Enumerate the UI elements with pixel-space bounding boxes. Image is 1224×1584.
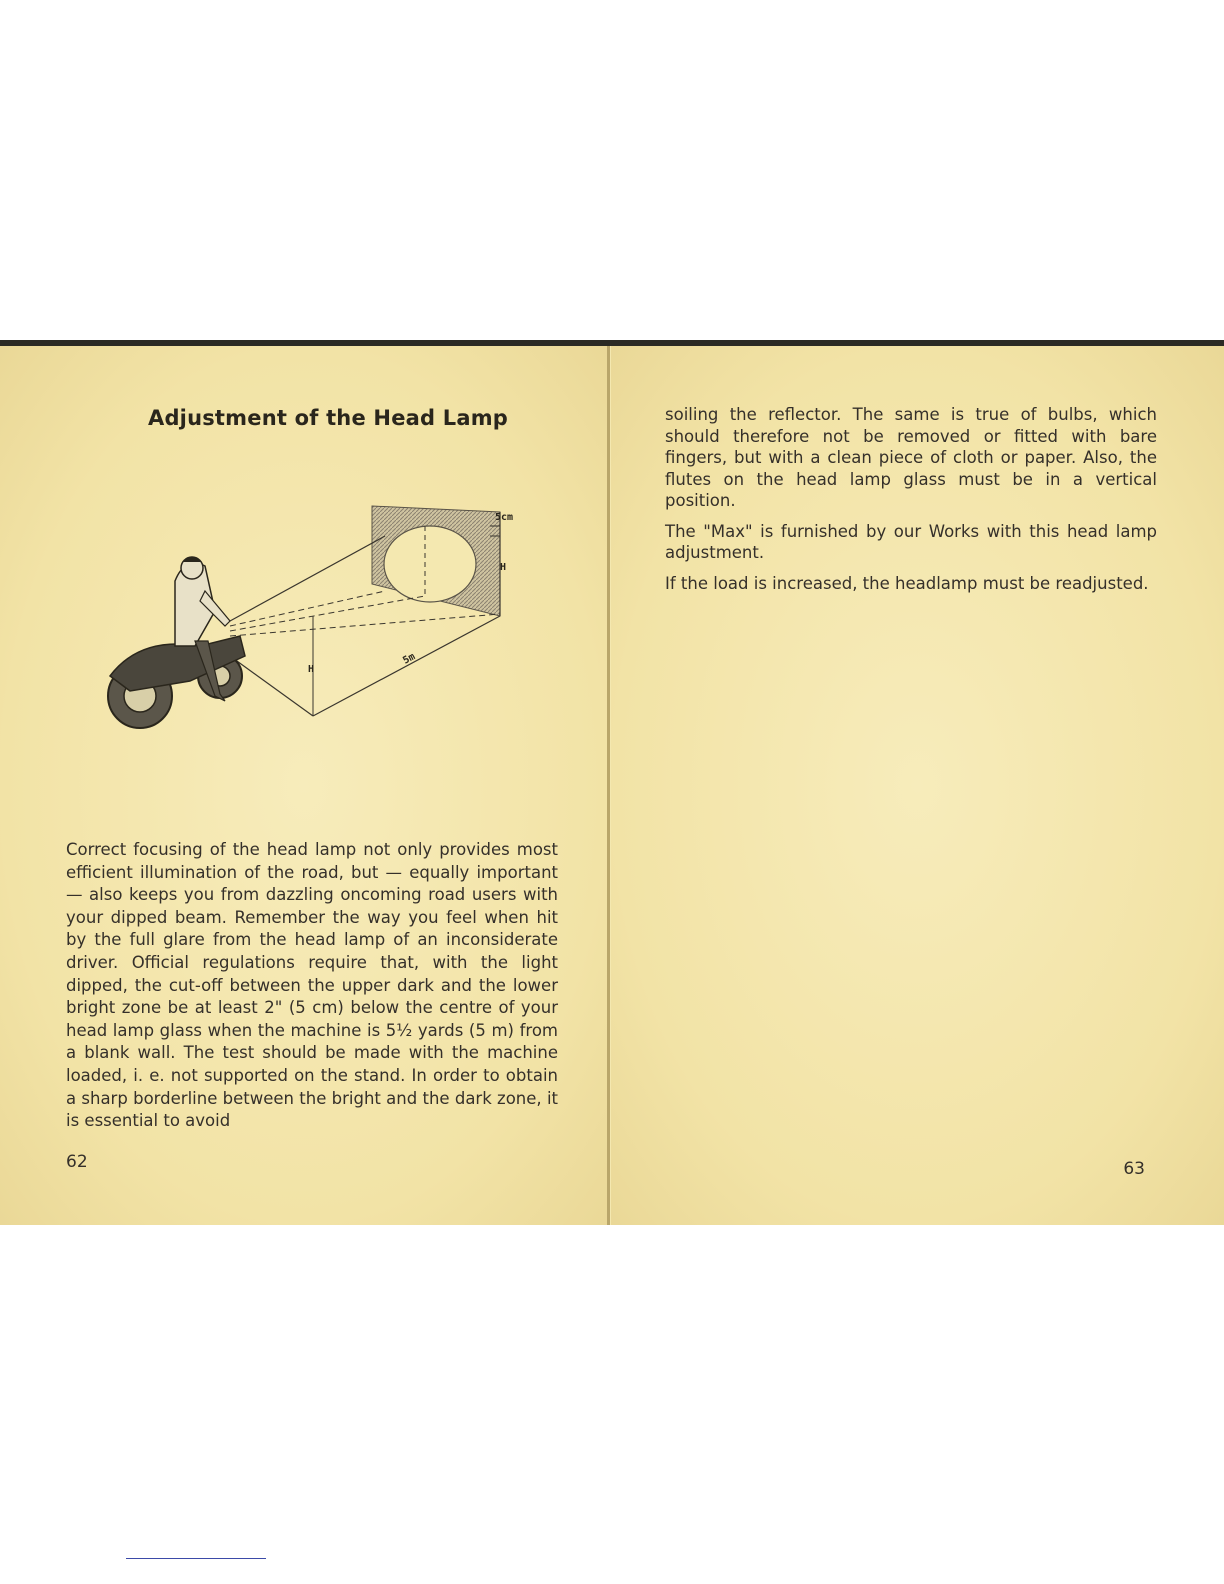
right-page [611, 346, 1224, 1225]
book-gutter [607, 346, 610, 1225]
label-h-wall: H [500, 562, 507, 573]
footer-link-underline [126, 1558, 266, 1559]
left-page-body [66, 839, 558, 1133]
page-title: Adjustment of the Head Lamp [148, 406, 509, 430]
light-spot-shape [384, 526, 476, 602]
page-number-right: 63 [1123, 1159, 1145, 1179]
left-page [0, 346, 609, 1225]
label-5cm: 5cm [495, 512, 514, 523]
label-distance: 5m [401, 651, 418, 667]
right-paragraph-2: The "Max" is furnished by our Works with this head lamp adjustment. [665, 521, 1157, 562]
right-paragraph-3: If the load is increased, the headlamp must be readjusted. [665, 573, 1149, 593]
book-spread [0, 340, 1224, 1225]
left-paragraph: Correct focusing of the head lamp not only provides most efficient illumination of the road, but — equally important — also keeps you from dazzling oncoming road users with your dipped beam. Remember the way you feel when hit by the full glare from the head lamp of an inconsiderate driver. Official regulations require that, with the light dipped, the cut-off between the upper dark and the lower bright zone be at least 2" (5 cm) below the centre of your head lamp glass when the machine is 5½ yards (5 m) from a blank wall. The test should be made with the machine loaded, i. e. not supported on the stand. In order to obtain a sharp borderline between the bright and the dark zone, it is essential to avoid [66, 840, 558, 1131]
label-h-lamp: H [308, 664, 315, 675]
motorcycle-rider-illustration [108, 557, 245, 728]
right-page-body [665, 404, 1157, 603]
right-paragraph-1: soiling the reflector. The same is true of bulbs, which should therefore not be removed or fitted with bare fingers, but with a clean piece of cloth or paper. Also, the flutes on the head lamp glass must be in a vertical position. [665, 405, 1157, 510]
diagram-svg [80, 496, 550, 756]
headlamp-adjustment-diagram [80, 496, 550, 756]
page-number-left: 62 [66, 1152, 88, 1172]
